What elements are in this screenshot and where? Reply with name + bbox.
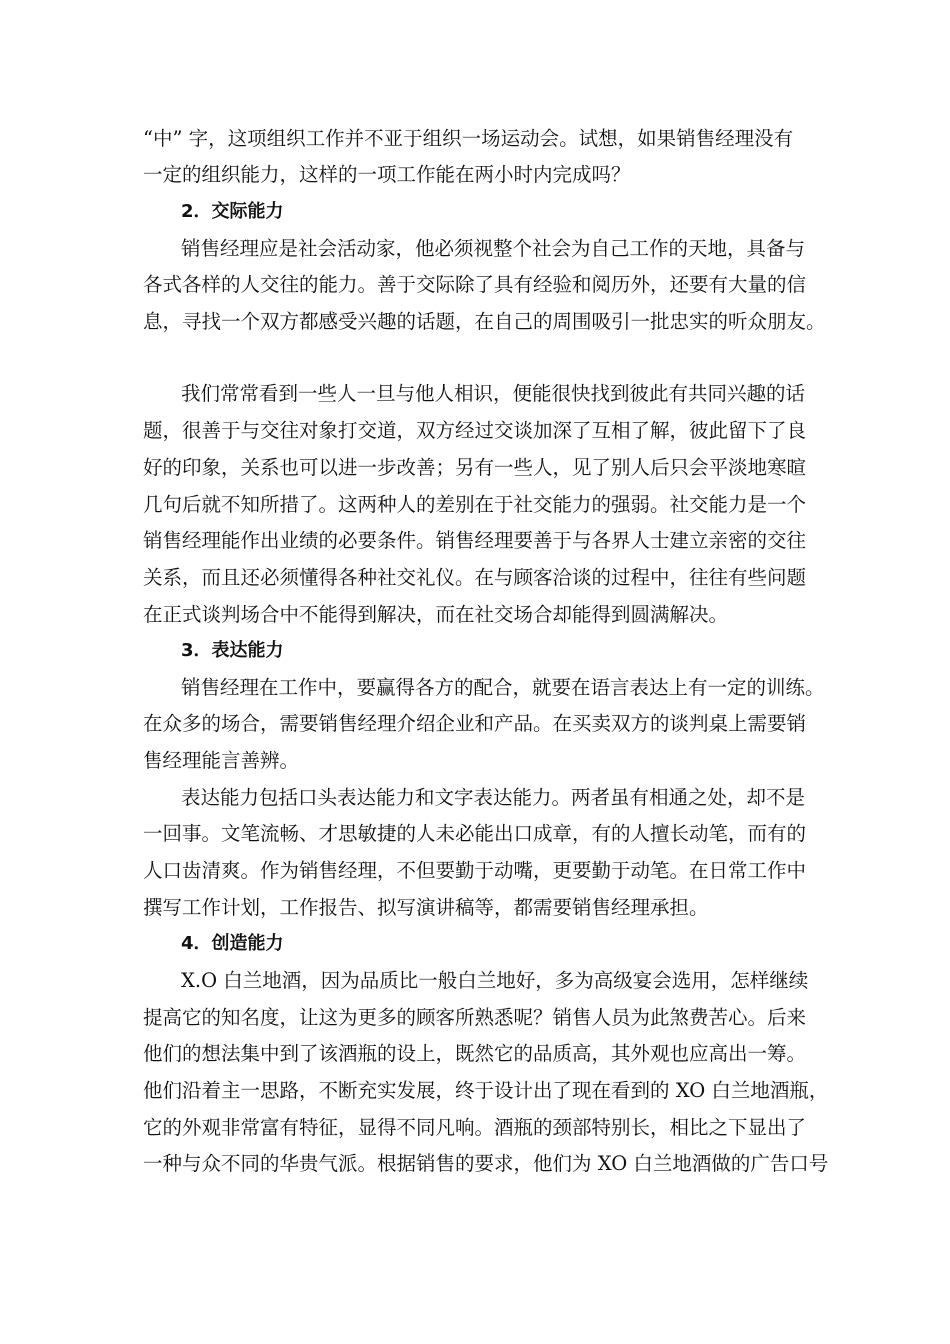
text-line: 一定的组织能力，这样的一项工作能在两小时内完成吗？ <box>143 163 631 186</box>
section-heading: 2．交际能力 <box>181 201 284 222</box>
text-line: 各式各样的人交往的能力。善于交际除了具有经验和阅历外，还要有大量的信 <box>143 273 807 296</box>
text-line: 好的印象，关系也可以进一步改善；另有一些人，见了别人后只会平淡地寒暄 <box>143 456 807 479</box>
text-line: 几句后就不知所措了。这两种人的差别在于社交能力的强弱。社交能力是一个 <box>143 493 807 516</box>
text-line: 在众多的场合，需要销售经理介绍企业和产品。在买卖双方的谈判桌上需要销 <box>143 712 807 735</box>
text-line: 题，很善于与交往对象打交道，双方经过交谈加深了互相了解，彼此留下了良 <box>143 419 807 442</box>
text-line: X.O 白兰地酒，因为品质比一般白兰地好，多为高级宴会选用，怎样继续 <box>181 969 809 992</box>
text-line: 息，寻找一个双方都感受兴趣的话题，在自己的周围吸引一批忠实的听众朋友。 <box>143 310 826 333</box>
text-line: 他们沿着主一思路，不断充实发展，终于设计出了现在看到的 XO 白兰地酒瓶， <box>143 1079 829 1102</box>
section-heading: 4．创造能力 <box>181 933 284 954</box>
text-line: 在正式谈判场合中不能得到解决，而在社交场合却能得到圆满解决。 <box>143 603 729 626</box>
text-line: 撰写工作计划，工作报告、拟写演讲稿等，都需要销售经理承担。 <box>143 896 709 919</box>
text-line: 销售经理应是社会活动家，他必须视整个社会为自己工作的天地，具备与 <box>181 237 806 260</box>
text-line: 售经理能言善辨。 <box>143 749 300 772</box>
text-line: 关系，而且还必须懂得各种社交礼仪。在与顾客洽谈的过程中，往往有些问题 <box>143 566 807 589</box>
text-line: 它的外观非常富有特征，显得不同凡响。酒瓶的颈部特别长，相比之下显出了 <box>143 1116 807 1139</box>
text-line: “中” 字，这项组织工作并不亚于组织一场运动会。试想，如果销售经理没有 <box>143 127 794 150</box>
text-line: 人口齿清爽。作为销售经理，不但要勤于动嘴，更要勤于动笔。在日常工作中 <box>143 859 807 882</box>
text-line: 一种与众不同的华贵气派。根据销售的要求，他们为 XO 白兰地酒做的广告口号 <box>143 1152 829 1175</box>
text-line: 销售经理在工作中，要赢得各方的配合，就要在语言表达上有一定的训练。 <box>181 676 825 699</box>
text-line: 他们的想法集中到了该酒瓶的设上，既然它的品质高，其外观也应高出一筹。 <box>143 1042 807 1065</box>
text-line: 一回事。文笔流畅、才思敏捷的人未必能出口成章，有的人擅长动笔，而有的 <box>143 822 807 845</box>
text-line: 销售经理能作出业绩的必要条件。销售经理要善于与各界人士建立亲密的交往 <box>143 529 807 552</box>
text-line: 表达能力包括口头表达能力和文字表达能力。两者虽有相通之处，却不是 <box>181 786 806 809</box>
section-heading: 3．表达能力 <box>181 640 284 661</box>
text-line: 提高它的知名度，让这为更多的顾客所熟悉呢？销售人员为此煞费苦心。后来 <box>143 1006 807 1029</box>
text-line: 我们常常看到一些人一旦与他人相识，便能很快找到彼此有共同兴趣的话 <box>181 382 806 405</box>
